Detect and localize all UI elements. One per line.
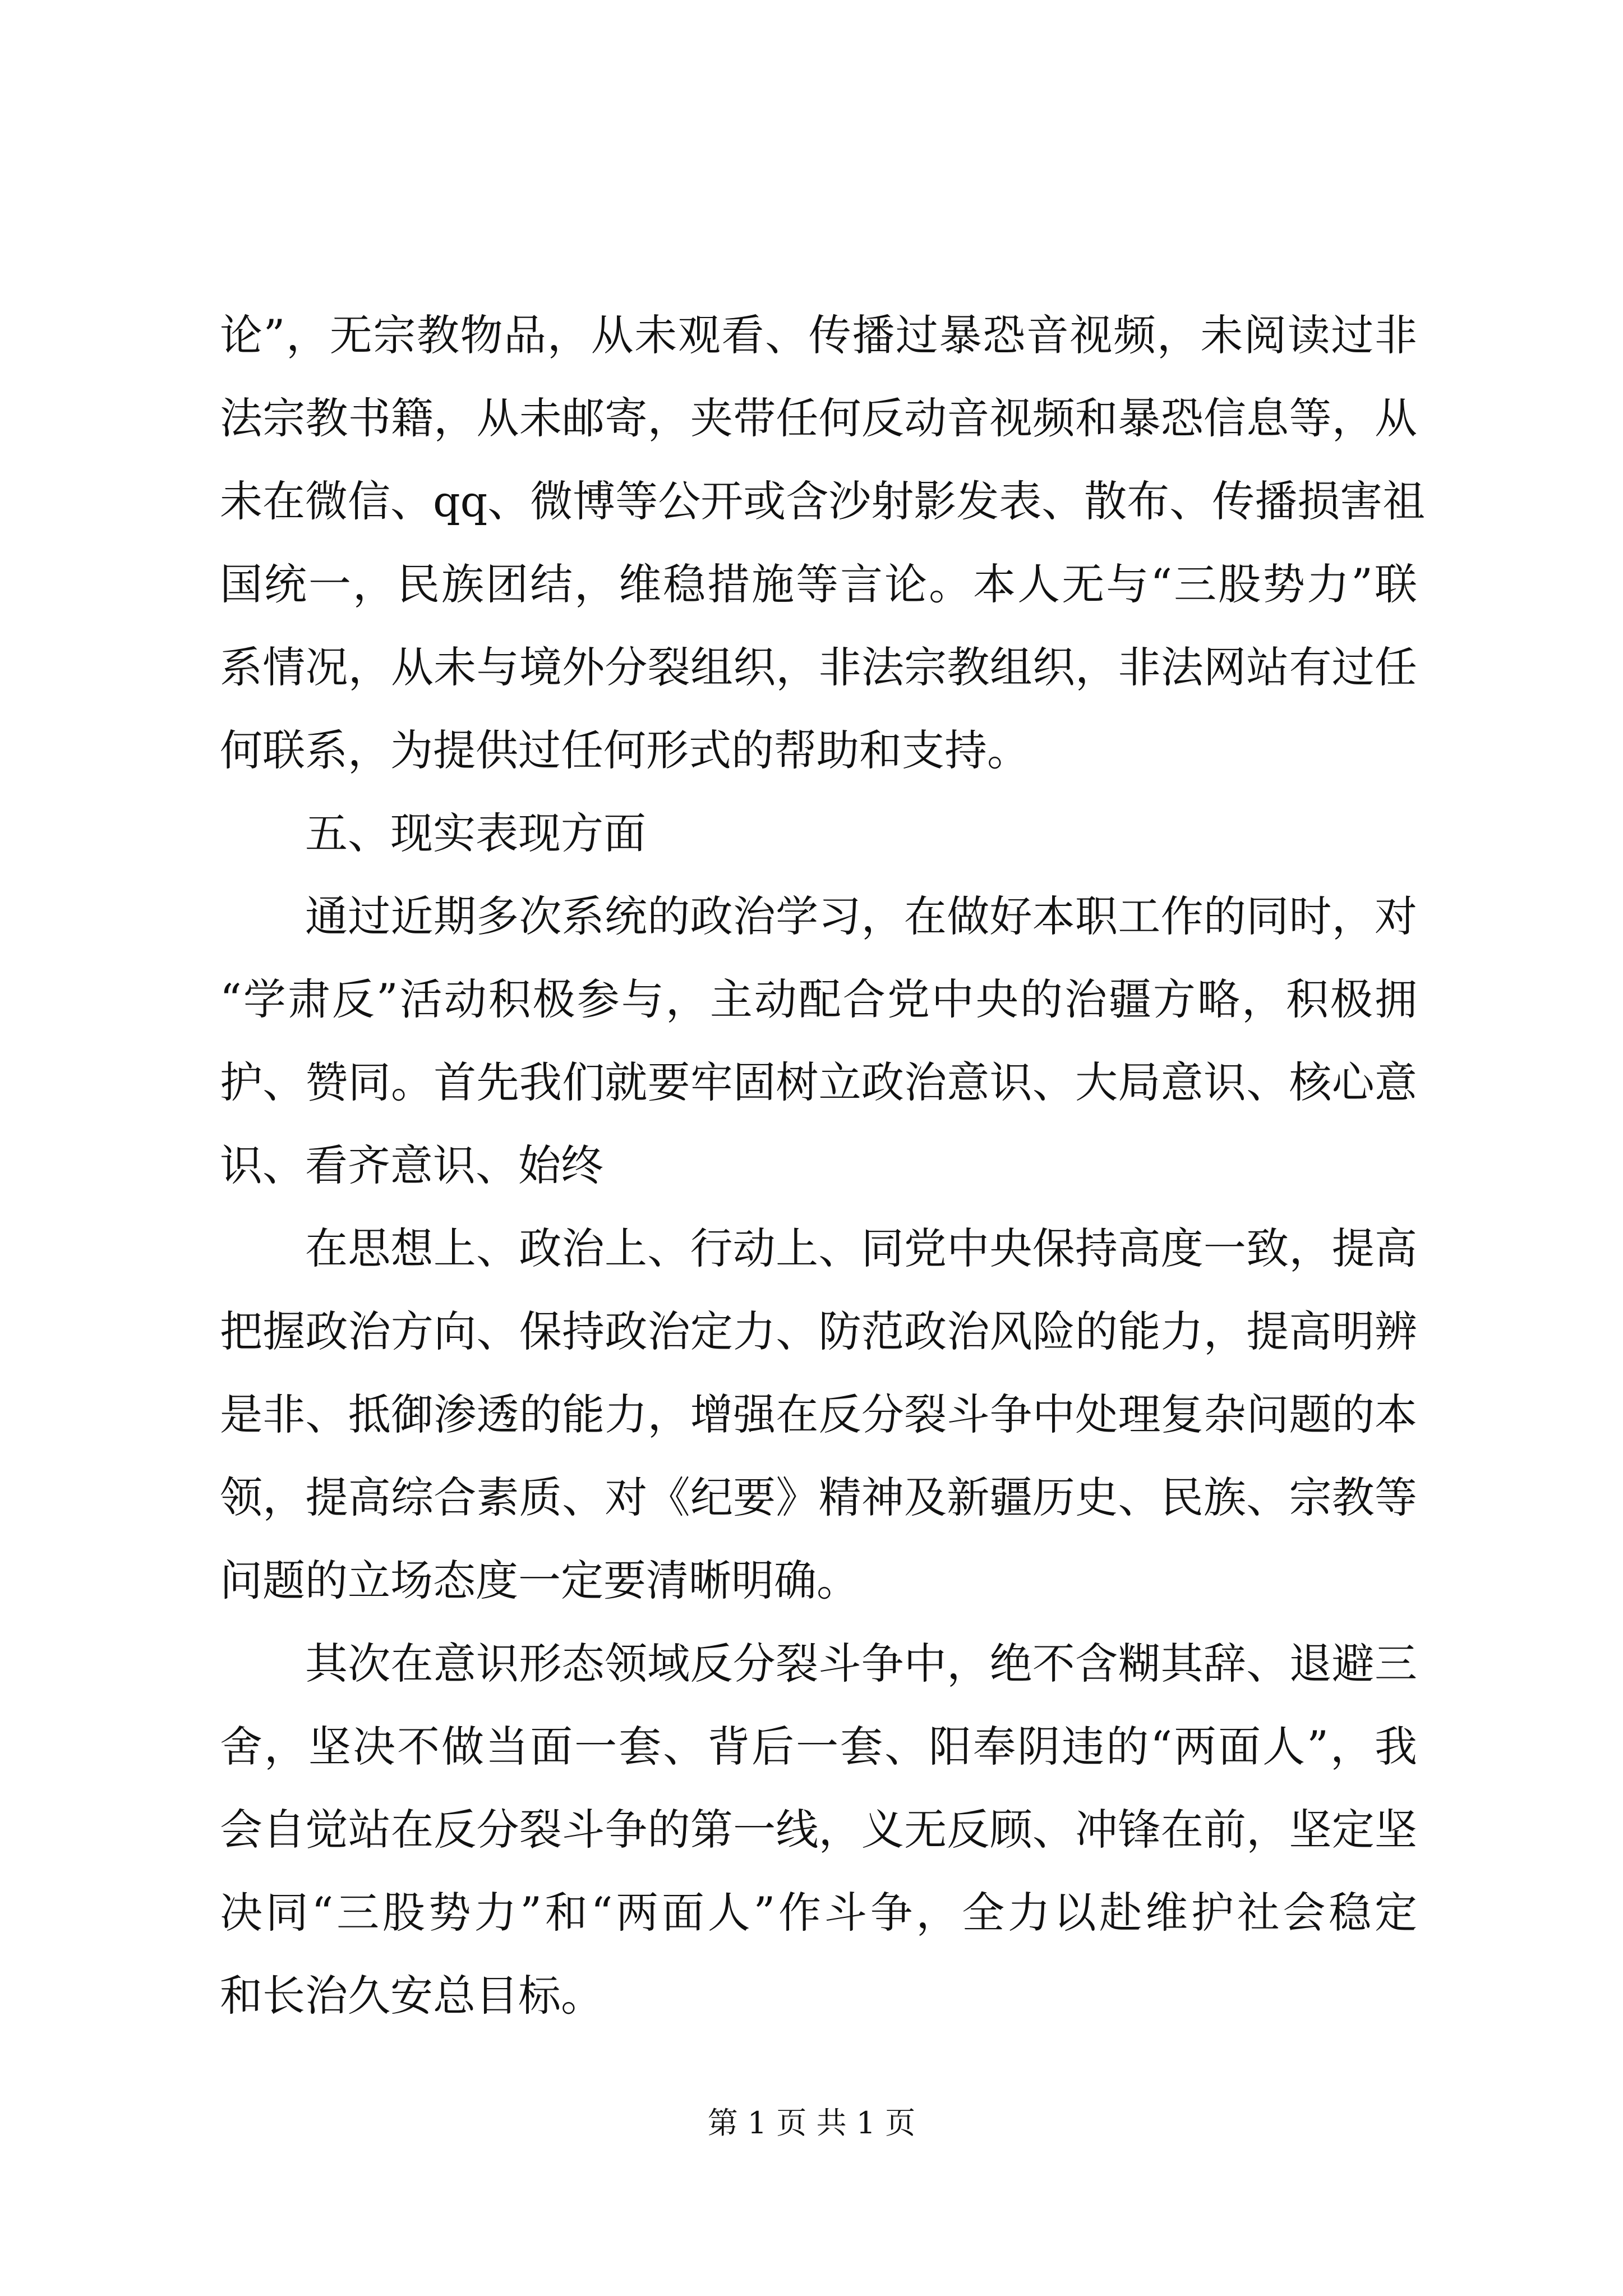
paragraph-line: 法宗教书籍，从未邮寄，夹带任何反动音视频和暴恐信息等，从 [220,393,1417,443]
paragraph-line: 护、赞同。首先我们就要牢固树立政治意识、大局意识、核心意 [220,1057,1417,1107]
document-body [220,294,1426,2037]
paragraph-line: 其次在意识形态领域反分裂斗争中，绝不含糊其辞、退避三 [305,1639,1417,1688]
paragraph-line: 何联系，为提供过任何形式的帮助和支持。 [220,725,1030,775]
paragraph-line: 会自觉站在反分裂斗争的第一线，义无反顾、冲锋在前，坚定坚 [220,1805,1417,1855]
paragraph-line: 把握政治方向、保持政治定力、防范政治风险的能力，提高明辨 [220,1306,1417,1356]
paragraph-line: 通过近期多次系统的政治学习，在做好本职工作的同时，对 [305,891,1417,941]
paragraph-line: 领，提高综合素质、对《纪要》精神及新疆历史、民族、宗教等 [220,1473,1417,1522]
paragraph-line: 决同“三股势力”和“两面人”作斗争，全力以赴维护社会稳定 [220,1888,1417,1938]
paragraph-line: “学肃反”活动积极参与，主动配合党中央的治疆方略，积极拥 [220,974,1417,1024]
section-heading: 五、现实表现方面 [305,808,646,858]
paragraph-line: 未在微信、qq、微博等公开或含沙射影发表、散布、传播损害祖 [220,476,1426,526]
paragraph-line: 和长治久安总目标。 [220,1971,603,2021]
paragraph-line: 论”，无宗教物品，从未观看、传播过暴恐音视频，未阅读过非 [220,310,1417,360]
paragraph-line: 识、看齐意识、始终 [220,1140,603,1190]
paragraph-line: 国统一，民族团结，维稳措施等言论。本人无与“三股势力”联 [220,559,1417,609]
paragraph-line: 系情况，从未与境外分裂组织，非法宗教组织，非法网站有过任 [220,642,1417,692]
paragraph-line: 在思想上、政治上、行动上、同党中央保持高度一致，提高 [305,1223,1417,1273]
paragraph-line: 是非、抵御渗透的能力，增强在反分裂斗争中处理复杂问题的本 [220,1389,1417,1439]
paragraph-line: 舍，坚决不做当面一套、背后一套、阳奉阴违的“两面人”，我 [220,1722,1417,1772]
page-number-footer: 第 1 页 共 1 页 [707,2105,916,2141]
paragraph-line: 问题的立场态度一定要清晰明确。 [220,1556,859,1605]
